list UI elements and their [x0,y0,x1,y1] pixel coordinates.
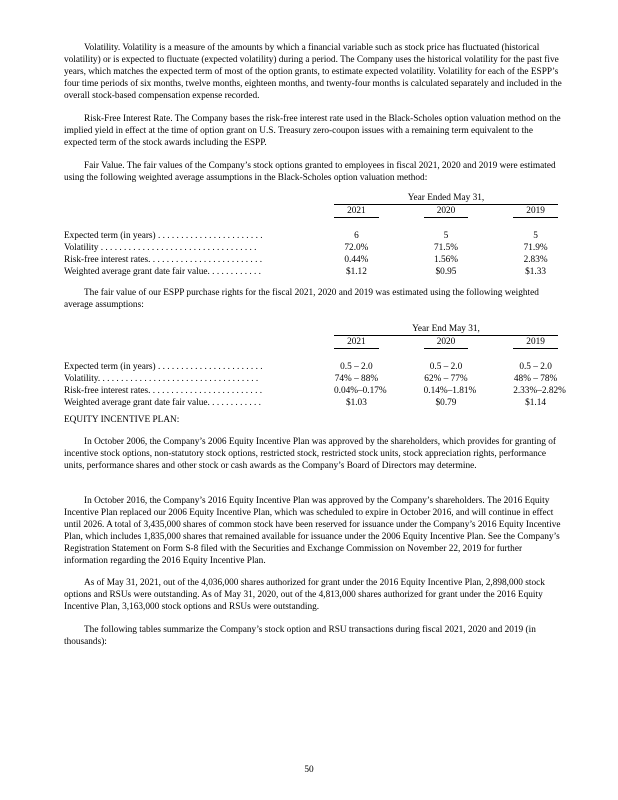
table-cell: 62% – 77% [424,374,468,384]
paragraph-tables-intro: The following tables summarize the Company’s stock option and RSU transactions during fiscal 2021, 2020 and 2019 (in thousands): [64,625,536,647]
table-cell: 71.5% [433,243,458,253]
table-cell: $1.33 [525,267,547,277]
espp-assumptions-table [64,323,566,409]
table-row [64,361,558,373]
table-cell: $1.12 [345,267,367,277]
year-header: 2019 [513,336,558,349]
paragraph-risk-free-rate: Risk-Free Interest Rate. The Company bases the risk-free interest rate used in the Black-Scholes option valuation method on the implied yield in effect at the time of option grant on U.S. Treasury zero-coupon issues with a remaining term equivalent to the expected term of the stock awards including the ESPP. [64,114,561,148]
table-cell: 0.5 – 2.0 [429,362,463,372]
row-label: Risk-free interest rates. . . . . . . . . . . . . . . . . . . . . . . . . [64,255,263,265]
table-cell: $1.03 [345,398,367,408]
table-cell: 6 [354,231,359,241]
table-cell: 48% – 78% [513,374,558,384]
table-row [64,254,558,266]
paragraph-shares-outstanding: As of May 31, 2021, out of the 4,036,000 shares authorized for grant under the 2016 Equity Incentive Plan, 2,898,000 stock options and RSUs were outstanding. As of May 31, 2020, out of the 4,813,000 shares authorized for grant under the 2016 Equity Incentive Plan, 3,163,000 stock options and RSUs were outstanding. [64,578,545,612]
paragraph-fair-value: Fair Value. The fair values of the Company’s stock options granted to employees in fiscal 2021, 2020 and 2019 were estimated using the following weighted average assumptions in the Black-Scholes option valuation method: [64,161,556,183]
table-cell: 0.44% [344,255,369,265]
row-label: Volatility . . . . . . . . . . . . . . . . . . . . . . . . . . . . . . . . . . [64,243,257,253]
table-span-header-row [64,323,558,336]
year-header: 2019 [513,205,558,218]
table-row [64,266,558,278]
table-cell: 74% – 88% [334,374,379,384]
paragraph-2006-plan: In October 2006, the Company’s 2006 Equity Incentive Plan was approved by the shareholders, which provides for granting of incentive stock options, non-statutory stock options, restricted stock, restricted stock units, stock appreciation rights, performance units, performance shares and other stock or cash awards as the Company’s Board of Directors may determine. [64,437,556,471]
table-cell: 2.83% [523,255,548,265]
table-cell: 0.5 – 2.0 [340,362,373,372]
table-cell: 0.5 – 2.0 [519,362,552,372]
table-cell: 5 [443,231,449,241]
table-cell: 5 [533,231,538,241]
year-ended-header: Year Ended May 31, [334,192,558,205]
row-label: Volatility. . . . . . . . . . . . . . . . . . . . . . . . . . . . . . . . . . . [64,374,259,384]
table-cell: 2.33%–2.82% [513,386,566,396]
row-label: Expected term (in years) . . . . . . . . . . . . . . . . . . . . . . . [64,231,263,241]
paragraph-volatility: Volatility. Volatility is a measure of the amounts by which a financial variable such as stock price has fluctuated (historical volatility) or is expected to fluctuate (expected volatility) during a period. The Company uses the historical volatility for the past five years, which matches the expected term of most of the option grants, to estimate expected volatility. Volatility for each of the ESPP’s four time periods of six months, twelve months, eighteen months, and twenty-four months is calculated separately and included in the overall stock-based compensation expense recorded. [64,43,562,101]
table-row [64,397,558,409]
table-year-header-row [64,205,558,218]
table-cell: $0.95 [435,267,457,277]
year-header: 2020 [424,336,469,349]
year-header: 2021 [334,336,379,349]
table-span-header-row [64,192,558,205]
year-header: 2020 [424,205,469,218]
table-cell: 72.0% [344,243,369,253]
row-label: Expected term (in years) . . . . . . . . . . . . . . . . . . . . . . . [64,362,263,372]
paragraph-espp-fair-value: The fair value of our ESPP purchase rights for the fiscal 2021, 2020 and 2019 was estimated using the following weighted average assumptions: [64,288,539,310]
table-year-header-row [64,336,558,349]
table-cell: $0.79 [435,398,457,408]
year-end-header: Year End May 31, [334,323,558,336]
section-heading-equity-incentive-plan: EQUITY INCENTIVE PLAN: [64,415,180,425]
table-row [64,373,558,385]
row-label: Risk-free interest rates. . . . . . . . . . . . . . . . . . . . . . . . . [64,386,263,396]
table-row [64,385,558,397]
row-label: Weighted average grant date fair value. . . . . . . . . . . . [64,267,261,277]
table-cell: 0.14%–1.81% [423,386,477,396]
table-cell: $1.14 [525,398,547,408]
table-cell: 0.04%–0.17% [334,386,387,396]
table-row [64,230,558,242]
year-header: 2021 [334,205,379,218]
table-cell: 71.9% [523,243,548,253]
table-row [64,242,558,254]
paragraph-2016-plan: In October 2016, the Company’s 2016 Equity Incentive Plan was approved by the Company’s shareholders. The 2016 Equity Incentive Plan replaced our 2006 Equity Incentive Plan, which was scheduled to expire in October 2016, and will continue in effect until 2026. A total of 3,435,000 shares of common stock have been reserved for issuance under the Company’s 2016 Equity Incentive Plan, which includes 1,835,000 shares that remained available for issuance under the 2006 Equity Incentive Plan. See the Company’s Registration Statement on Form S-8 filed with the Securities and Exchange Commission on November 22, 2019 for further information regarding the 2016 Equity Incentive Plan. [64,496,561,566]
row-label: Weighted average grant date fair value. . . . . . . . . . . . [64,398,261,408]
table-cell: 1.56% [433,255,458,265]
page-number: 50 [304,765,314,775]
options-assumptions-table [64,192,558,278]
